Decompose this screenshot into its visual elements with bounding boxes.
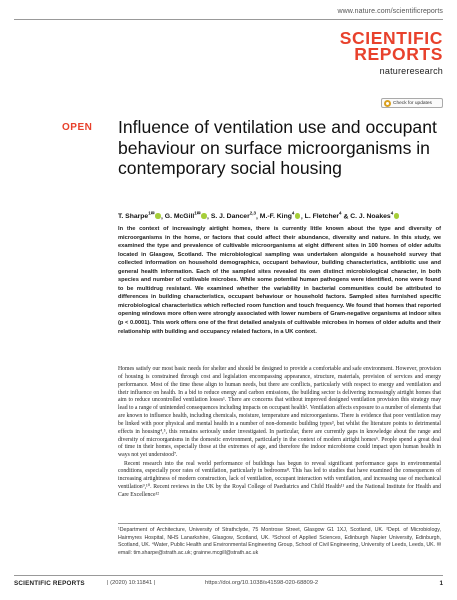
author-separator: & [341, 213, 351, 221]
author-list [118, 209, 438, 221]
orcid-icon[interactable] [295, 213, 301, 219]
author-separator: , [256, 213, 260, 221]
footer-citation: | (2020) 10:11841 | [107, 580, 156, 586]
author-name: S. J. Dancer [210, 213, 250, 221]
author-separator: , [161, 213, 165, 221]
author-separator: , [300, 213, 305, 221]
journal-url[interactable]: www.nature.com/scientificreports [337, 8, 443, 15]
author-affiliation-marker: 1✉ [194, 211, 201, 216]
author[interactable] [305, 213, 342, 220]
page-number: 1 [439, 580, 443, 587]
author[interactable] [211, 213, 256, 220]
brand-publisher: natureresearch [379, 66, 443, 76]
author-separator: , [207, 213, 211, 221]
crossmark-icon [384, 100, 391, 107]
author-name: C. J. Noakes [350, 213, 391, 221]
body-paragraph: Recent research into the real world performance of buildings has begun to reveal significant performance gaps in environmental conditions, especially poor rates of ventilation, particularly in bedrooms⁸. This has led to studies that have examined the consequences of increasing airtightness of modern construction, lack of ventilation, occupant interaction with ventilation, and increasing use of mechanical ventilation⁹,¹⁰. Recent reviews in the UK by the Royal College of Paediatrics and Child Health¹¹ and the National Institute for Health and Care Excellence¹² [118, 460, 441, 498]
author[interactable] [165, 213, 207, 220]
brand-title-line1: SCIENTIFIC [339, 28, 443, 48]
author-affiliation-marker: 4 [339, 211, 342, 216]
author-name: M.-F. King [259, 213, 292, 221]
footer-rule [14, 575, 443, 576]
footnote-rule [118, 523, 440, 524]
footer-journal: SCIENTIFIC REPORTS [14, 580, 85, 587]
check-updates-button[interactable] [381, 98, 443, 108]
author-affiliation-marker: 1✉ [148, 211, 155, 216]
author-name: T. Sharpe [118, 213, 149, 221]
journal-brand [340, 30, 443, 76]
orcid-icon[interactable] [394, 213, 400, 219]
body-paragraph: Homes satisfy our most basic needs for shelter and should be designed to provide a comfortable and safe environment. However, provision of housing is constrained through cost and legislation encompassing appearance, structure, materials, provision of services and energy performance. Most of the time these align to human needs, but there are conflicts, particularly with respect to energy and ventilation and their influence on health. In a bid to reduce energy and carbon emissions, the building sector is delivering increasingly airtight homes that aim to reduce uncontrolled ventilation losses¹. There are concerns that without improved designed ventilation provision this strategy may lead to a range of unintended consequences including impacts on occupant health². Ventilation affects exposure to a number of elements that are known to influence health, including chemicals, moisture, temperature and microorganisms. There is evidence that poor ventilation may be linked with poor physical and mental health in a number of non-domestic building types³, but whilst the literature points to detrimental effects in housing⁴,⁵, this remains seriously under investigated. In particular, there are currently gaps in knowledge about the range and diversity of microorganisms in the domestic environment, particularly in the context of modern airtight homes⁶. People spend a great deal of time in their homes, especially those at the extremes of age, and therefore the indoor microbiome could impact upon human health in ways not yet understood⁷. [118, 366, 441, 459]
orcid-icon[interactable] [155, 213, 161, 219]
article-title: Influence of ventilation use and occupant behaviour on surface microorganisms in contemporary social housing [118, 117, 437, 178]
footer-doi[interactable]: https://doi.org/10.1038/s41598-020-68809-2 [205, 580, 319, 586]
author-affiliation-marker: 2,3 [249, 211, 256, 216]
author-name: G. McGill [164, 213, 195, 221]
header-rule [14, 19, 443, 20]
author-affiliation-marker: 4 [390, 211, 394, 216]
brand-title-line2: REPORTS [354, 44, 443, 64]
author[interactable] [260, 213, 301, 220]
open-access-label: OPEN [62, 122, 93, 133]
affiliations-footnote: ¹Department of Architecture, University of Strathclyde, 75 Montrose Street, Glasgow G1 1XJ, Scotland, UK. ²Dept. of Microbiology, Hairmyres Hospital, NHS Lanarkshire, Glasgow, Scotland, UK. ³School of Applied Sciences, Edinburgh Napier University, Edinburgh, Scotland, UK. ⁴Water, Public Health and Environmental Engineering Group, School of Civil Engineering, University of Leeds, Leeds, UK. ✉email: tim.sharpe@strath.ac.uk; grainne.mcgill@strath.ac.uk [118, 527, 441, 556]
orcid-icon[interactable] [201, 213, 207, 219]
author-affiliation-marker: 4 [291, 211, 295, 216]
abstract: In the context of increasingly airtight homes, there is currently little known about the type and diversity of microorganisms in the home, or factors that could affect their abundance, diversity and nature. In this study, we examined the type and prevalence of cultivable microorganisms at eight different sites in 100 homes of older adults located in Glasgow, Scotland. The microbiological sampling was undertaken alongside a household survey that collected information on household demographics, occupant behaviour, building characteristics, antibiotic use and general health information. Each of the sampled sites revealed its own distinct microbiological character, in both species and number of cultivable microbes. While some potential human pathogens were identified, none were found to be multidrug resistant. We examined whether the variability in bacterial communities could be attributed to differences in building characteristics, occupant behaviour or household factors. Sampled sites furnished specific microbiological characteristics which reflected room function and touch frequency. We found that homes that reported opening windows more often were strongly associated with lower numbers of Gram-negative organisms at indoor sites (p < 0.0001). This work offers one of the first detailed analysis of cultivable microbes in homes of older adults and their relationship with building and occupancy related factors, in a UK context. [118, 226, 441, 335]
article-body [118, 366, 441, 500]
author-name: L. Fletcher [304, 213, 340, 221]
author[interactable] [350, 213, 399, 220]
author[interactable] [118, 213, 161, 220]
check-updates-label: Check for updates [393, 100, 432, 106]
